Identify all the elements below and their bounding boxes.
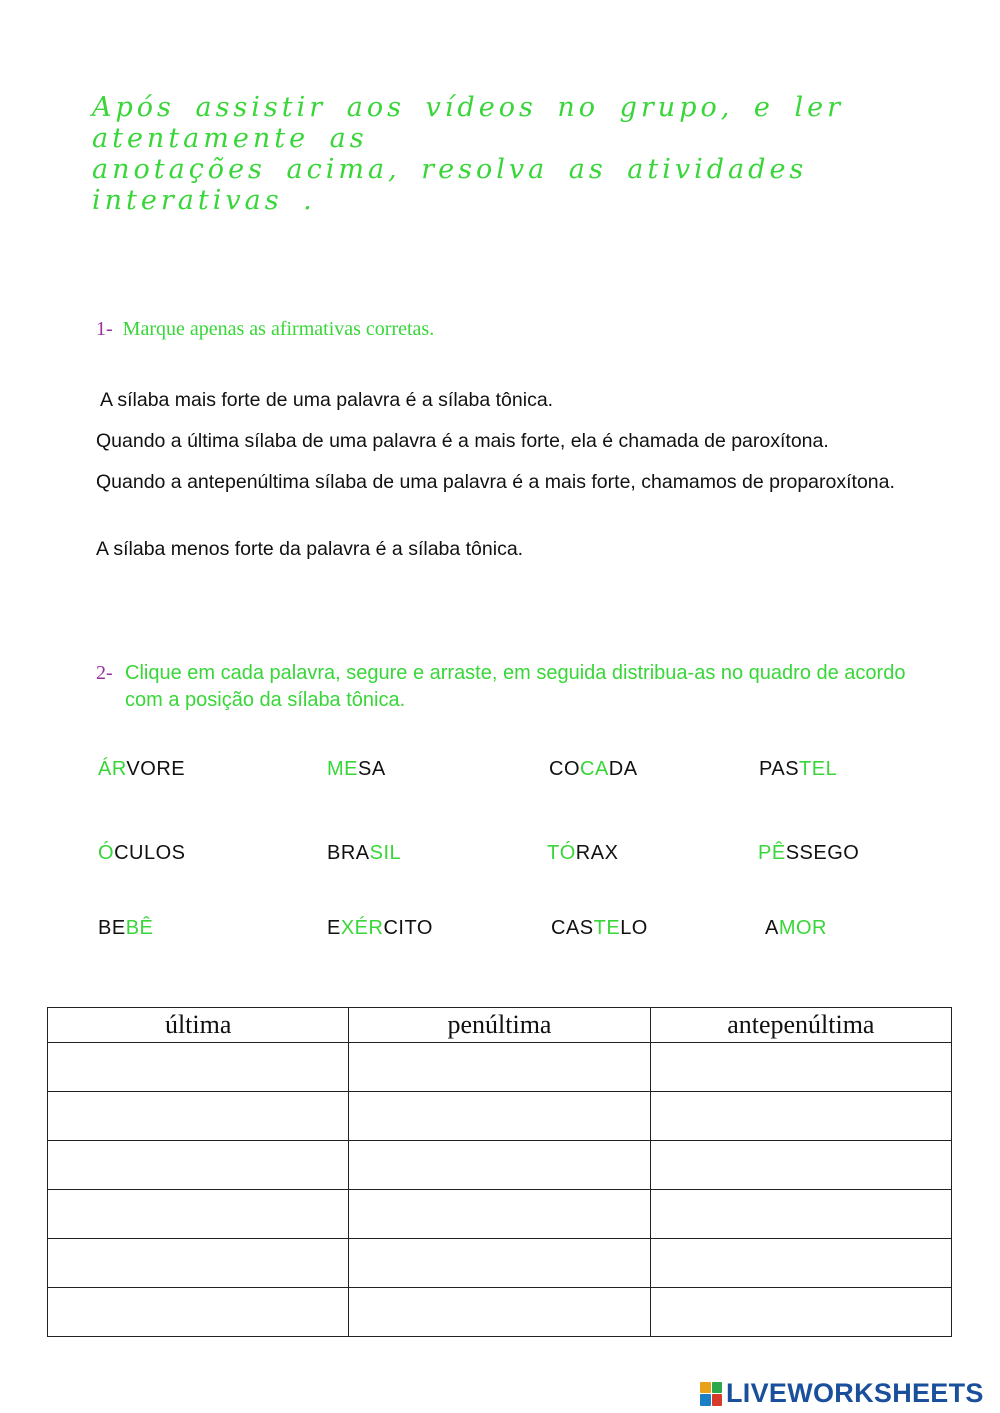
question-1-title [96,318,434,341]
word-castelo[interactable]: CASTELO [551,917,648,939]
statement-2[interactable]: Quando a última sílaba de uma palavra é a mais forte, ela é chamada de paroxítona. [96,430,829,452]
word-torax[interactable]: TÓRAX [547,842,619,864]
question-2-title [96,660,936,714]
statement-4[interactable]: A sílaba menos forte da palavra é a sílaba tônica. [96,538,524,560]
word-oculos[interactable]: ÓCULOS [98,842,186,864]
drop-cell[interactable] [48,1288,349,1337]
table-row [48,1239,952,1288]
drop-cell[interactable] [349,1239,650,1288]
liveworksheets-brand [700,1378,984,1409]
drop-cell[interactable] [650,1043,951,1092]
word-amor[interactable]: AMOR [765,917,828,939]
intro-line-2: anotações acima, resolva as atividades interativas . [92,154,808,216]
question-2-number: 2- [96,662,113,684]
drop-cell[interactable] [48,1239,349,1288]
drop-cell[interactable] [349,1092,650,1141]
word-bebe[interactable]: BEBÊ [98,917,154,939]
table-row [48,1092,952,1141]
drop-cell[interactable] [48,1141,349,1190]
table-row [48,1043,952,1092]
table-row [48,1190,952,1239]
drop-cell[interactable] [650,1239,951,1288]
drop-cell[interactable] [48,1190,349,1239]
drop-cell[interactable] [48,1092,349,1141]
drop-cell[interactable] [349,1043,650,1092]
word-brasil[interactable]: BRASIL [327,842,402,864]
drop-cell[interactable] [349,1288,650,1337]
word-pessego[interactable]: PÊSSEGO [758,842,860,864]
header-ultima: última [48,1008,349,1043]
header-penultima: penúltima [349,1008,650,1043]
word-mesa[interactable]: MESA [327,758,386,780]
header-antepenultima: antepenúltima [650,1008,951,1043]
drop-cell[interactable] [650,1190,951,1239]
liveworksheets-logo-icon [700,1382,722,1406]
table-row [48,1141,952,1190]
brand-text: LIVEWORKSHEETS [726,1378,984,1408]
syllable-table [47,1007,952,1337]
drop-cell[interactable] [650,1288,951,1337]
question-1-number: 1- [96,318,113,340]
drop-cell[interactable] [349,1190,650,1239]
table-row [48,1288,952,1337]
drop-cell[interactable] [48,1043,349,1092]
drop-cell[interactable] [650,1141,951,1190]
word-pastel[interactable]: PASTEL [759,758,838,780]
intro-line-1: Após assistir aos vídeos no grupo, e ler atentamente as [92,92,844,154]
statement-3[interactable]: Quando a antepenúltima sílaba de uma palavra é a mais forte, chamamos de proparoxítona. [96,471,895,493]
question-2-text: Clique em cada palavra, segure e arraste, em seguida distribua-as no quadro de acordo com a posição da sílaba tônica. [125,662,906,711]
drop-cell[interactable] [650,1092,951,1141]
question-1-text: Marque apenas as afirmativas corretas. [122,318,435,340]
word-cocada[interactable]: COCADA [549,758,638,780]
drop-cell[interactable] [349,1141,650,1190]
word-exercito[interactable]: EXÉRCITO [327,917,433,939]
word-arvore[interactable]: ÁRVORE [98,758,186,780]
statement-1[interactable]: A sílaba mais forte de uma palavra é a sílaba tônica. [100,389,554,411]
